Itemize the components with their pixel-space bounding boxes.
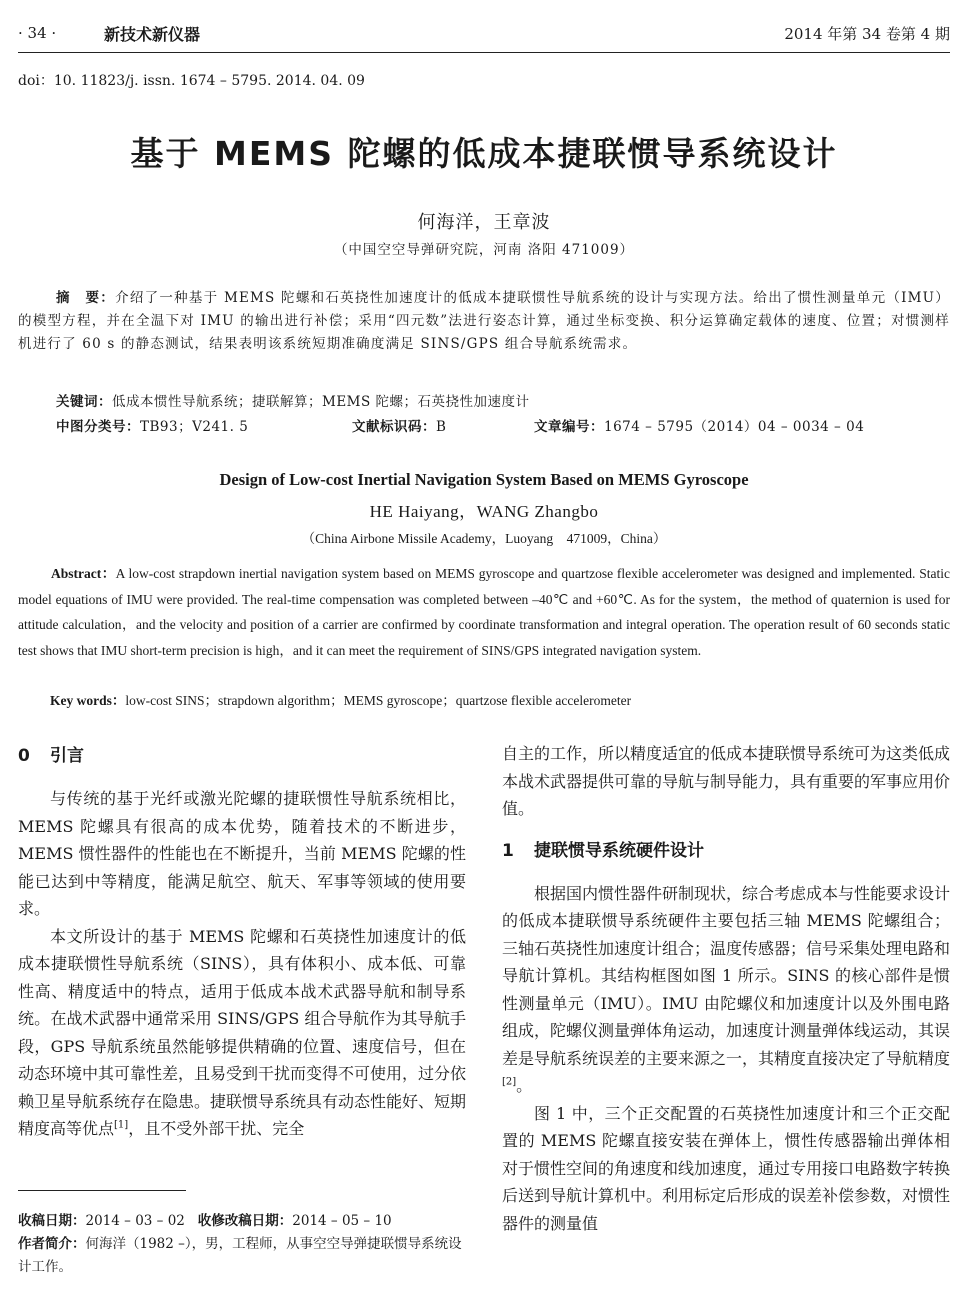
received-value: 2014 – 03 – 02: [85, 1213, 185, 1229]
section-0-number: 0: [18, 746, 30, 766]
section-1-paragraph-1: [502, 880, 950, 1100]
author-bio: [18, 1233, 474, 1279]
keywords-en-text: low-cost SINS；strapdown algorithm；MEMS gyroscope；quartzose flexible accelerometer: [125, 693, 632, 708]
section-0-paragraph-1: 与传统的基于光纤或激光陀螺的捷联惯性导航系统相比，MEMS 陀螺具有很高的成本优势，随着技术的不断进步，MEMS 惯性器件的性能也在不断提升，当前 MEMS 陀螺的性能已达到中等精度，能满足航空、航天、军事等领域的使用要求。: [18, 789, 466, 918]
keywords-cn-label: 关键词：: [56, 394, 112, 410]
section-1-paragraph-2: 图 1 中，三个正交配置的石英挠性加速度计和三个正交配置的 MEMS 陀螺直接安装在弹体上，惯性传感器输出弹体相对于惯性空间的角速度和线加速度，通过专用接口电路数字转换后送到导航计算机中。利用标定后形成的误差补偿参数，对惯性器件的测量值: [502, 1103, 951, 1233]
revised-label: 收修改稿日期：: [197, 1213, 293, 1229]
clc-label: 中图分类号：: [56, 419, 140, 435]
abstract-en: [18, 561, 950, 663]
page-number: · 34 ·: [18, 24, 57, 42]
section-0-paragraph-2: [18, 923, 466, 1143]
section-1-number: 1: [502, 840, 514, 861]
abstract-cn-text: 介绍了一种基于 MEMS 陀螺和石英挠性加速度计的低成本捷联惯性导航系统的设计与实现方法。给出了惯性测量单元（IMU）的模型方程，并在全温下对 IMU 的输出进行补偿；采用“四元数”法进行姿态计算，通过坐标变换、积分运算确定载体的速度、位置；对惯测样机进行了 60 s 的静态测试，结果表明该系统短期准确度满足 SINS/GPS 组合导航系统需求。: [18, 290, 950, 352]
clc-value: TB93；V241. 5: [140, 419, 249, 435]
keywords-en: [50, 689, 950, 709]
keywords-cn: [56, 390, 950, 410]
abstract-cn-label: 摘 要：: [56, 290, 116, 306]
header-rule: [18, 52, 950, 53]
section-0-paragraph-2-continued: 自主的工作，所以精度适宜的低成本捷联惯导系统可为这类低成本战术武器提供可靠的导航与制导能力，具有重要的军事应用价值。: [502, 744, 951, 818]
section-1-paragraph-1-text: 根据国内惯性器件研制现状，综合考虑成本与性能要求设计的低成本捷联惯导系统硬件主要包括三轴 MEMS 陀螺组合；三轴石英挠性加速度计组合；温度传感器；信号采集处理电路和导航计算机。其结构框图如图 1 所示。SINS 的核心部件是惯性测量单元（IMU）。IMU 由陀螺仪和加速度计以及外围电路组成，陀螺仪测量弹体角运动，加速度计测量弹体线运动，其误差是导航系统误差的主要来源之一，其精度直接决定了导航精度: [502, 883, 951, 1068]
section-1-heading: [502, 835, 950, 868]
footnote-rule: [18, 1190, 186, 1191]
keywords-cn-text: 低成本惯性导航系统；捷联解算；MEMS 陀螺；石英挠性加速度计: [112, 394, 530, 410]
article-number-label: 文章编号：: [534, 419, 604, 435]
section-0-paragraph-2-text: 本文所设计的基于 MEMS 陀螺和石英挠性加速度计的低成本捷联惯性导航系统（SINS），具有体积小、成本低、可靠性高、精度适中的特点，适用于低成本战术武器导航和制导系统。在战术武器中通常采用 SINS/GPS 组合导航作为其导航手段，GPS 导航系统虽然能够提供精确的位置、速度信号，但在动态环境中其可靠性差，且易受到干扰而变得不可使用，过分依赖卫星导航系统存在隐患。捷联惯导系统具有动态性能好、短期精度高等优点: [18, 926, 467, 1138]
footnote: [18, 1210, 474, 1279]
author-bio-text: 何海洋（1982 –），男，工程师，从事空空导弹捷联惯导系统设计工作。: [18, 1236, 462, 1275]
section-1-title: 捷联惯导系统硬件设计: [534, 840, 704, 861]
citation-1: [1]: [114, 1119, 129, 1131]
author-bio-label: 作者简介：: [18, 1236, 86, 1252]
section-0-heading: [18, 740, 466, 773]
journal-name: 新技术新仪器: [104, 24, 201, 44]
footnote-dates: [18, 1210, 474, 1233]
received-label: 收稿日期：: [18, 1213, 86, 1229]
doc-code-label: 文献标识码：: [352, 419, 436, 435]
section-0-title: 引言: [50, 746, 84, 766]
abstract-en-label: Abstract：: [51, 566, 116, 581]
issue-info: 2014 年第 34 卷第 4 期: [784, 24, 950, 43]
doi: doi：10. 11823/j. issn. 1674 – 5795. 2014. 04. 09: [18, 73, 365, 89]
keywords-en-label: Key words：: [50, 693, 126, 708]
abstract-cn: [18, 287, 950, 356]
classification-line: [56, 415, 950, 435]
revised-value: 2014 – 05 – 10: [292, 1213, 392, 1229]
citation-2: [2]: [502, 1076, 517, 1088]
affiliation-cn: （中国空空导弹研究院，河南 洛阳 471009）: [333, 242, 635, 258]
right-column: [502, 740, 950, 1237]
article-number-value: 1674 – 5795（2014）04 – 0034 – 04: [604, 419, 865, 435]
title-cn: 基于 MEMS 陀螺的低成本捷联惯导系统设计: [130, 134, 838, 173]
affiliation-en: （China Airbone Missile Academy，Luoyang 471009，China）: [301, 531, 667, 546]
abstract-en-text: A low-cost strapdown inertial navigation system based on MEMS gyroscope and quartzose flexible accelerometer was designed and implemented. Static model equations of IMU were provided. The real-time compensation was completed between –40℃ and +60℃. As for the system，the method of quaternion is used for attitude calculation，and the velocity and position of a carrier are confirmed by coordinate transformation and integral operation. The operation result of 60 seconds static test shows that IMU short-term precision is high，and it can meet the requirement of SINS/GPS integrated navigation system.: [18, 566, 950, 658]
section-1-paragraph-1-tail: 。: [516, 1076, 533, 1095]
running-header: [18, 18, 950, 48]
authors-en: HE Haiyang，WANG Zhangbo: [369, 502, 599, 521]
title-en: Design of Low-cost Inertial Navigation System Based on MEMS Gyroscope: [219, 470, 749, 489]
authors-cn: 何海洋，王章波: [417, 212, 551, 233]
doc-code-value: B: [436, 419, 447, 435]
section-0-paragraph-2-tail: ，且不受外部干扰、完全: [128, 1119, 305, 1138]
left-column: [18, 740, 466, 1143]
